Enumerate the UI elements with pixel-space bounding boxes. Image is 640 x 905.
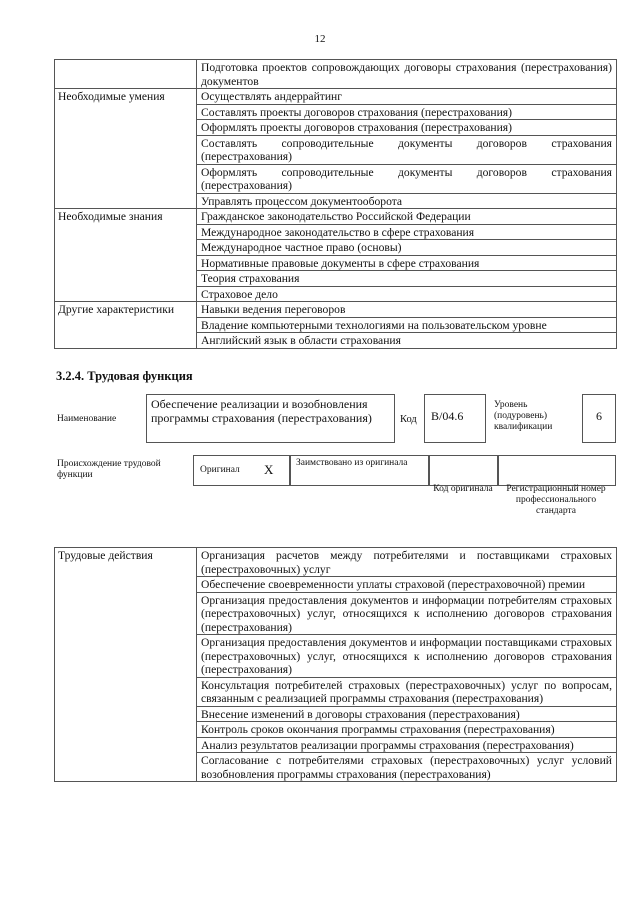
row-item: Английский язык в области страхования <box>197 333 617 349</box>
row-item: Организация расчетов между потребителями и поставщиками страховых (перестраховочных) услуг <box>197 548 617 577</box>
row-item: Организация предоставления документов и информации поставщиками страховых (перестраховочных) услуг, относящихся к исполнению договоров страхования (перестрахования) <box>197 635 617 678</box>
row-item: Составлять сопроводительные документы договоров страхования (перестрахования) <box>197 135 617 164</box>
row-item: Оформлять проекты договоров страхования (перестрахования) <box>197 120 617 136</box>
labor-actions-table <box>54 547 617 782</box>
table-row <box>55 548 617 577</box>
row-item: Согласование с потребителями страховых (перестраховочных) услуг условий возобновления программы страхования (перестрахования) <box>197 753 617 782</box>
row-item: Подготовка проектов сопровождающих договоры страхования (перестрахования) документов <box>197 60 617 89</box>
page-number: 12 <box>314 33 326 45</box>
reg-number-caption: Регистрационный номер профессионального стандарта <box>506 484 606 516</box>
level-box <box>582 394 616 443</box>
code-original-caption: Код оригинала <box>433 484 493 494</box>
level-label: Уровень (подуровень) квалификации <box>494 400 553 432</box>
function-name-value: Обеспечение реализации и возобновления программы страхования (перестрахования) <box>151 397 372 425</box>
original-label: Оригинал <box>200 465 240 475</box>
code-value: B/04.6 <box>431 409 464 423</box>
row-item: Консультация потребителей страховых (перестраховочных) услуг по вопросам, связанным с реализацией программы страхования (перестрахования) <box>197 677 617 706</box>
row-item: Нормативные правовые документы в сфере страхования <box>197 255 617 271</box>
borrowed-label: Заимствовано из оригинала <box>296 458 408 468</box>
table-row <box>55 209 617 225</box>
original-mark: X <box>264 462 274 477</box>
row-item: Контроль сроков окончания программы страхования (перестрахования) <box>197 722 617 738</box>
function-name-box <box>146 394 395 443</box>
row-item: Составлять проекты договоров страхования (перестрахования) <box>197 104 617 120</box>
row-item: Международное законодательство в сфере страхования <box>197 224 617 240</box>
row-label: Необходимые умения <box>55 89 197 209</box>
row-item: Оформлять сопроводительные документы договоров страхования (перестрахования) <box>197 164 617 193</box>
row-item: Владение компьютерными технологиями на пользовательском уровне <box>197 317 617 333</box>
code-label: Код <box>400 414 417 425</box>
row-item: Анализ результатов реализации программы страхования (перестрахования) <box>197 737 617 753</box>
row-item: Теория страхования <box>197 271 617 287</box>
row-label <box>55 60 197 89</box>
row-label: Другие характеристики <box>55 302 197 349</box>
section-title: 3.2.4. Трудовая функция <box>56 369 193 383</box>
table-row <box>55 60 617 89</box>
row-item: Навыки ведения переговоров <box>197 302 617 318</box>
row-label: Необходимые знания <box>55 209 197 302</box>
row-item: Международное частное право (основы) <box>197 240 617 256</box>
code-original-box <box>428 455 499 486</box>
row-item: Внесение изменений в договоры страхования (перестрахования) <box>197 706 617 722</box>
code-box <box>424 394 486 443</box>
row-label: Трудовые действия <box>55 548 197 782</box>
original-box <box>193 455 291 486</box>
row-item: Страховое дело <box>197 286 617 302</box>
name-label: Наименование <box>57 414 117 424</box>
row-item: Осуществлять андеррайтинг <box>197 89 617 105</box>
origin-label: Происхождение трудовой функции <box>57 459 161 480</box>
table-row <box>55 89 617 105</box>
row-item: Гражданское законодательство Российской Федерации <box>197 209 617 225</box>
row-item: Управлять процессом документооборота <box>197 193 617 209</box>
skills-table <box>54 59 617 349</box>
table-row <box>55 302 617 318</box>
row-item: Обеспечение своевременности уплаты страховой (перестраховочной) премии <box>197 577 617 593</box>
borrowed-box <box>289 455 430 486</box>
level-value: 6 <box>596 409 602 423</box>
row-item: Организация предоставления документов и информации потребителям страховых (перестраховочных) услуг, относящихся к исполнению договоров страхования (перестрахования) <box>197 592 617 635</box>
reg-number-box <box>497 455 616 486</box>
